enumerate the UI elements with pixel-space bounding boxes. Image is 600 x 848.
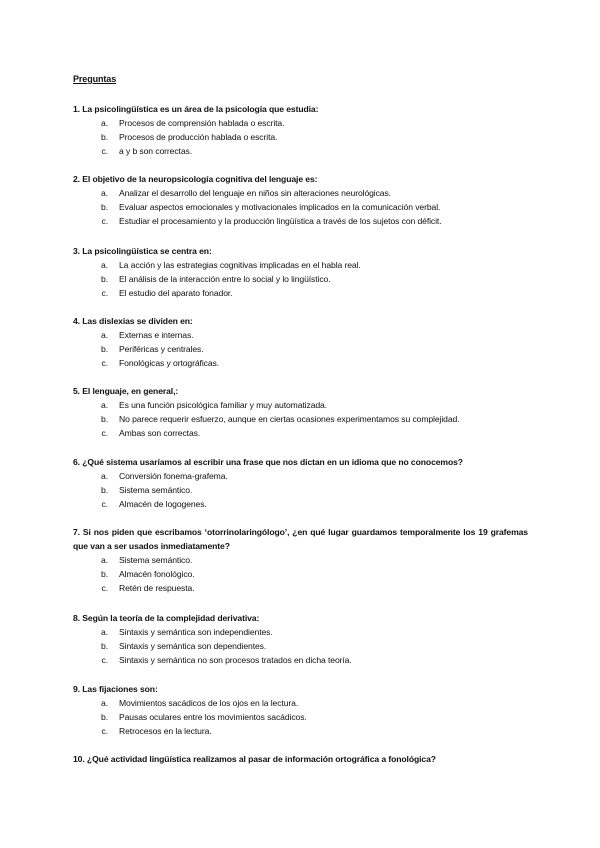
option-a: [73, 328, 528, 342]
option-letter: b.: [101, 202, 108, 212]
question-text: 8. Según la teoría de la complejidad derivativa:: [73, 613, 260, 623]
option-text: a y b son correctas.: [119, 146, 192, 156]
question-2: [73, 172, 528, 228]
question-text: 9. Las fijaciones son:: [73, 684, 158, 694]
option-text: Retrocesos en la lectura.: [119, 726, 212, 736]
option-letter: c.: [101, 726, 108, 736]
option-letter: b.: [101, 274, 108, 284]
question-text: 3. La psicolingüística se centra en:: [73, 246, 212, 256]
option-a: [73, 398, 528, 412]
option-b: [73, 483, 528, 497]
question-text: 2. El objetivo de la neuropsicología cognitiva del lenguaje es:: [73, 174, 318, 184]
option-letter: b.: [101, 485, 108, 495]
option-a: [73, 469, 528, 483]
option-letter: a.: [101, 330, 108, 340]
question-9: [73, 682, 528, 738]
question-8: [73, 611, 528, 667]
option-letter: b.: [101, 132, 108, 142]
option-letter: a.: [101, 698, 108, 708]
option-b: [73, 639, 528, 653]
option-letter: c.: [101, 499, 108, 509]
option-text: Externas e internas.: [119, 330, 194, 340]
option-text: Sintaxis y semántica son dependientes.: [119, 641, 267, 651]
option-text: El análisis de la interacción entre lo social y lo lingüístico.: [119, 274, 331, 284]
question-text: 1. La psicolingüística es un área de la psicología que estudia:: [73, 104, 319, 114]
option-text: Sistema semántico.: [119, 485, 193, 495]
option-letter: b.: [101, 569, 108, 579]
option-text: Es una función psicológica familiar y muy automatizada.: [119, 400, 328, 410]
option-letter: a.: [101, 260, 108, 270]
option-a: [73, 696, 528, 710]
option-text: Ambas son correctas.: [119, 428, 201, 438]
option-letter: c.: [101, 428, 108, 438]
option-b: [73, 412, 528, 426]
option-text: Estudiar el procesamiento y la producción lingüística a través de los sujetos con déficit.: [119, 216, 442, 226]
option-c: [73, 356, 528, 370]
option-text: La acción y las estrategias cognitivas implicadas en el habla real.: [119, 260, 361, 270]
option-text: Analizar el desarrollo del lenguaje en niños sin alteraciones neurológicas.: [119, 188, 391, 198]
option-a: [73, 116, 528, 130]
option-a: [73, 625, 528, 639]
option-letter: a.: [101, 400, 108, 410]
option-letter: b.: [101, 414, 108, 424]
option-b: [73, 272, 528, 286]
option-c: [73, 581, 528, 595]
option-text: El estudio del aparato fonador.: [119, 288, 233, 298]
question-5: [73, 384, 528, 440]
option-c: [73, 286, 528, 300]
option-a: [73, 553, 528, 567]
option-letter: a.: [101, 471, 108, 481]
option-c: [73, 653, 528, 667]
option-text: No parece requerir esfuerzo, aunque en ciertas ocasiones experimentamos su complejidad.: [119, 414, 460, 424]
question-6: [73, 455, 528, 511]
question-text: 5. El lenguaje, en general,:: [73, 386, 179, 396]
option-c: [73, 724, 528, 738]
option-letter: a.: [101, 555, 108, 565]
option-text: Almacén fonológico.: [119, 569, 195, 579]
option-text: Evaluar aspectos emocionales y motivacionales implicados en la comunicación verbal.: [119, 202, 441, 212]
question-1: [73, 102, 528, 158]
option-text: Periféricas y centrales.: [119, 344, 204, 354]
option-a: [73, 258, 528, 272]
question-10: [73, 752, 528, 766]
page-heading: Preguntas: [73, 74, 117, 84]
option-text: Pausas oculares entre los movimientos sacádicos.: [119, 712, 307, 722]
option-text: Movimientos sacádicos de los ojos en la lectura.: [119, 698, 299, 708]
question-4: [73, 314, 528, 370]
option-letter: c.: [101, 288, 108, 298]
option-c: [73, 426, 528, 440]
option-text: Fonológicas y ortográficas.: [119, 358, 219, 368]
option-text: Conversión fonema-grafema.: [119, 471, 228, 481]
option-letter: b.: [101, 344, 108, 354]
question-text: 7. Si nos piden que escribamos ‘otorrinolaringólogo’, ¿en qué lugar guardamos temporalmente los 19 grafemas que van a ser usados inmediatamente?: [73, 527, 528, 551]
option-letter: c.: [101, 358, 108, 368]
option-text: Procesos de comprensión hablada o escrita.: [119, 118, 285, 128]
question-text: 10. ¿Qué actividad lingüística realizamos al pasar de información ortográfica a fonológica?: [73, 754, 436, 764]
option-c: [73, 144, 528, 158]
option-b: [73, 567, 528, 581]
option-b: [73, 200, 528, 214]
option-a: [73, 186, 528, 200]
question-text: 6. ¿Qué sistema usaríamos al escribir una frase que nos dictan en un idioma que no conocemos?: [73, 457, 463, 467]
option-letter: c.: [101, 583, 108, 593]
option-c: [73, 214, 528, 228]
option-b: [73, 710, 528, 724]
option-text: Sintaxis y semántica no son procesos tratados en dicha teoría.: [119, 655, 352, 665]
question-text: 4. Las dislexias se dividen en:: [73, 316, 193, 326]
option-text: Sintaxis y semántica son independientes.: [119, 627, 273, 637]
option-b: [73, 130, 528, 144]
option-c: [73, 497, 528, 511]
option-letter: c.: [101, 655, 108, 665]
option-letter: b.: [101, 712, 108, 722]
option-b: [73, 342, 528, 356]
option-letter: b.: [101, 641, 108, 651]
question-7: [73, 525, 528, 595]
option-letter: a.: [101, 627, 108, 637]
option-letter: c.: [101, 216, 108, 226]
option-letter: a.: [101, 118, 108, 128]
option-text: Retén de respuesta.: [119, 583, 195, 593]
option-text: Almacén de logogenes.: [119, 499, 207, 509]
question-3: [73, 244, 528, 300]
option-text: Sistema semántico.: [119, 555, 193, 565]
option-text: Procesos de producción hablada o escrita.: [119, 132, 278, 142]
option-letter: a.: [101, 188, 108, 198]
option-letter: c.: [101, 146, 108, 156]
